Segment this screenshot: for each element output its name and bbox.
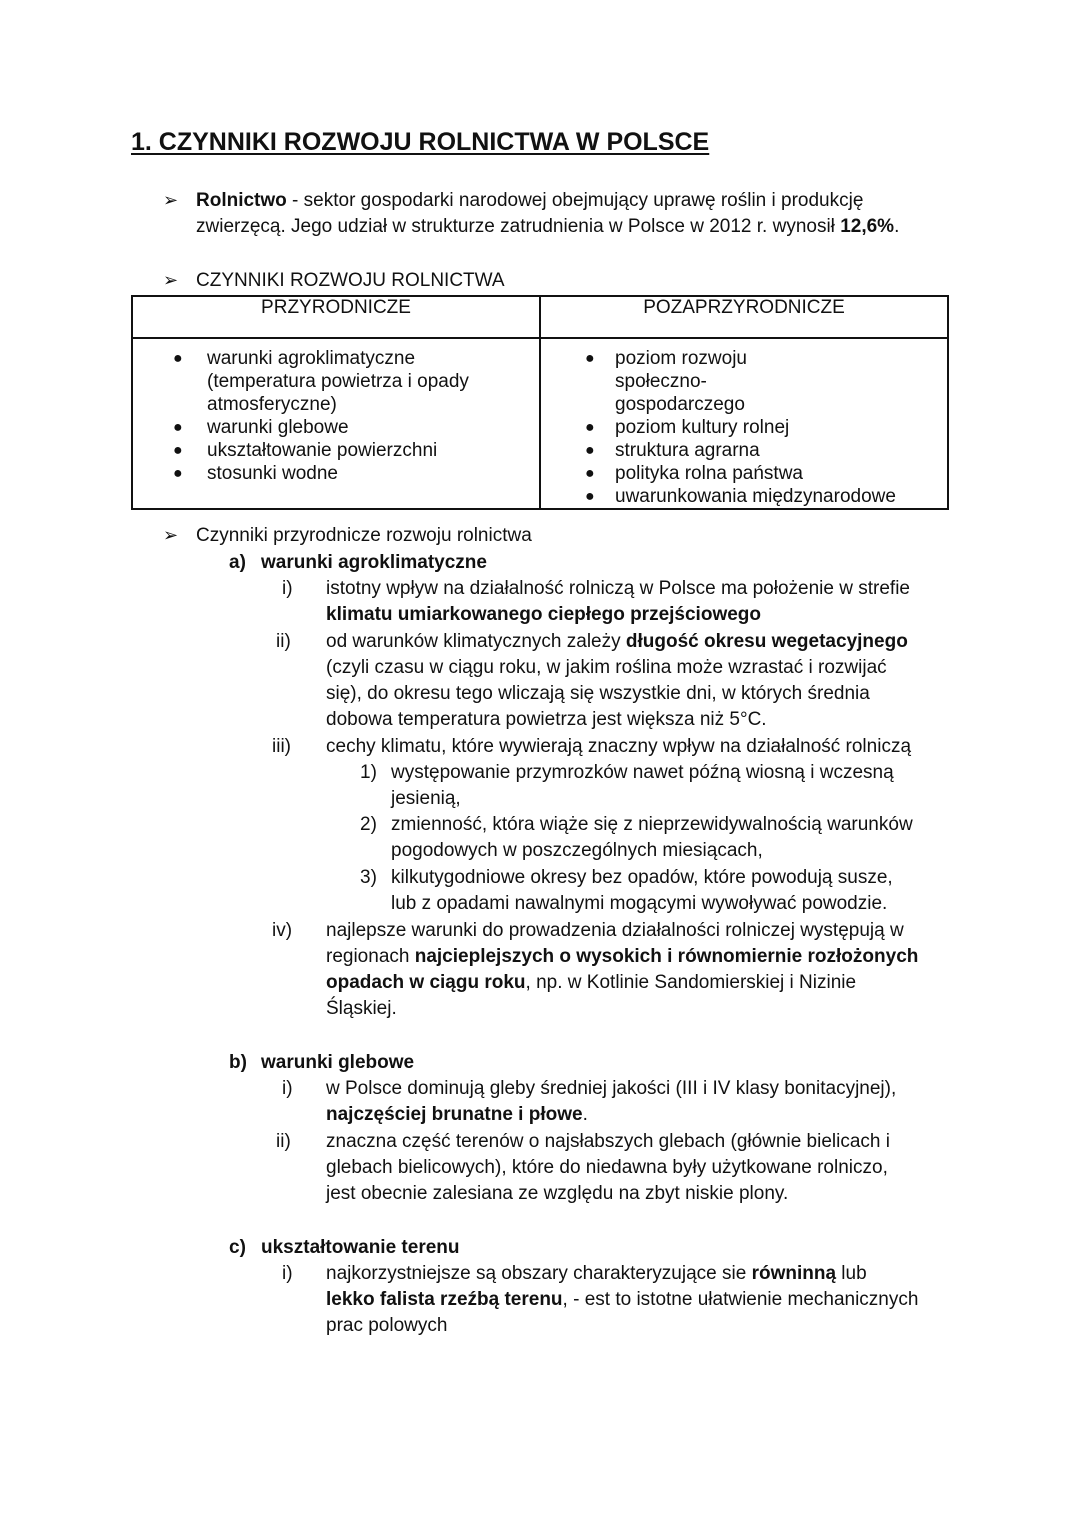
table-body-row bbox=[132, 338, 948, 509]
text: najkorzystniejsze są obszary charakteryzujące sie bbox=[326, 1263, 752, 1284]
list-item bbox=[133, 416, 539, 439]
list-item bbox=[133, 347, 499, 416]
b-ii-line-2: glebach bielicowych), które do niedawna były użytkowane rolniczo, bbox=[326, 1157, 888, 1178]
a-ii-line-1 bbox=[326, 629, 908, 655]
bold-text: lekko falista rzeźbą terenu bbox=[326, 1289, 563, 1310]
item-label: i) bbox=[282, 1078, 293, 1099]
bullet-dot-icon: ● bbox=[173, 419, 183, 436]
list-item-text: warunki agroklimatyczne (temperatura powietrza i opady atmosferyczne) bbox=[207, 348, 469, 415]
a-iii-1-line-2: jesienią, bbox=[391, 788, 461, 809]
a-iii-3-line-2: lub z opadami nawalnymi mogącymi wywoływać powodzie. bbox=[391, 893, 888, 914]
section-a-title: warunki agroklimatyczne bbox=[261, 552, 487, 573]
header-non-natural: POZAPRZYRODNICZE bbox=[540, 296, 948, 338]
text: od warunków klimatycznych zależy bbox=[326, 631, 626, 652]
item-label: iv) bbox=[272, 920, 293, 941]
a-iii-2-line-1: zmienność, która wiąże się z nieprzewidywalnością warunków bbox=[391, 814, 913, 835]
non-natural-factors-list bbox=[541, 347, 947, 508]
list-item-text: uwarunkowania międzynarodowe bbox=[615, 486, 896, 507]
intro-line-1 bbox=[196, 188, 863, 214]
non-natural-factors-cell bbox=[540, 338, 948, 509]
list-item-text: poziom rozwoju społeczno-gospodarczego bbox=[615, 348, 747, 415]
arrow-bullet-icon: ➢ bbox=[163, 525, 179, 545]
b-ii-line-1: znaczna część terenów o najsłabszych glebach (głównie bielicach i bbox=[326, 1131, 890, 1152]
list-item-text: ukształtowanie powierzchni bbox=[207, 440, 438, 461]
page-title: 1. CZYNNIKI ROZWOJU ROLNICTWA W POLSCE bbox=[131, 128, 710, 156]
bold-text: najcieplejszych o wysokich i równomiernie rozłożonych bbox=[414, 946, 919, 967]
intro-definition: - sektor gospodarki narodowej obejmujący uprawę roślin i produkcję bbox=[286, 190, 864, 211]
list-item bbox=[541, 462, 947, 485]
bullet-dot-icon: ● bbox=[173, 465, 183, 482]
item-label: 2) bbox=[360, 814, 377, 835]
factors-heading: CZYNNIKI ROZWOJU ROLNICTWA bbox=[196, 270, 505, 291]
bold-text: długość okresu wegetacyjnego bbox=[625, 631, 908, 652]
section-c-label: c) bbox=[229, 1237, 246, 1258]
bullet-dot-icon: ● bbox=[585, 488, 595, 505]
list-item bbox=[541, 485, 947, 508]
a-iv-line-1: najlepsze warunki do prowadzenia działalności rolniczej występują w bbox=[326, 920, 904, 941]
section-b-title: warunki glebowe bbox=[261, 1052, 415, 1073]
text: regionach bbox=[326, 946, 415, 967]
item-label: ii) bbox=[276, 631, 291, 652]
b-ii-line-3: jest obecnie zalesiana ze względu na zbyt niskie plony. bbox=[326, 1183, 789, 1204]
arrow-bullet-icon: ➢ bbox=[163, 270, 179, 290]
list-item bbox=[541, 347, 817, 416]
bullet-dot-icon: ● bbox=[585, 442, 595, 459]
list-item bbox=[133, 462, 539, 485]
c-i-line-1 bbox=[326, 1261, 867, 1287]
a-iv-line-2 bbox=[326, 944, 918, 970]
header-natural: PRZYRODNICZE bbox=[132, 296, 540, 338]
item-label: i) bbox=[282, 578, 293, 599]
text: lub bbox=[836, 1263, 867, 1284]
list-item bbox=[541, 416, 947, 439]
a-iv-line-4: Śląskiej. bbox=[326, 998, 397, 1019]
intro-line-2 bbox=[196, 214, 899, 240]
intro-term: Rolnictwo bbox=[196, 190, 287, 211]
section-a-label: a) bbox=[229, 552, 246, 573]
list-item bbox=[541, 439, 947, 462]
factors-table bbox=[131, 295, 949, 510]
bold-text: równinną bbox=[751, 1263, 837, 1284]
bullet-dot-icon: ● bbox=[173, 350, 183, 367]
b-i-line-2 bbox=[326, 1102, 588, 1128]
list-item-text: polityka rolna państwa bbox=[615, 463, 803, 484]
text: . bbox=[582, 1104, 588, 1125]
list-item-text: struktura agrarna bbox=[615, 440, 760, 461]
bullet-dot-icon: ● bbox=[585, 419, 595, 436]
natural-factors-list bbox=[133, 347, 539, 485]
section-b-label: b) bbox=[229, 1052, 247, 1073]
c-i-line-3: prac polowych bbox=[326, 1315, 448, 1336]
a-iii-1-line-1: występowanie przymrozków nawet późną wiosną i wczesną bbox=[391, 762, 894, 783]
bullet-dot-icon: ● bbox=[585, 465, 595, 482]
bold-text: opadach w ciągu roku bbox=[326, 972, 526, 993]
a-iii-2-line-2: pogodowych w poszczególnych miesiącach, bbox=[391, 840, 763, 861]
table-header-row bbox=[132, 296, 948, 338]
a-ii-line-2: (czyli czasu w ciągu roku, w jakim roślina może wzrastać i rozwijać bbox=[326, 657, 887, 678]
a-iv-line-3 bbox=[326, 970, 856, 996]
list-item bbox=[133, 439, 539, 462]
natural-factors-heading: Czynniki przyrodnicze rozwoju rolnictwa bbox=[196, 525, 532, 546]
item-label: i) bbox=[282, 1263, 293, 1284]
section-c-title: ukształtowanie terenu bbox=[261, 1237, 460, 1258]
item-label: 1) bbox=[360, 762, 377, 783]
list-item-text: poziom kultury rolnej bbox=[615, 417, 790, 438]
list-item-text: stosunki wodne bbox=[207, 463, 338, 484]
bullet-dot-icon: ● bbox=[173, 442, 183, 459]
item-label: 3) bbox=[360, 867, 377, 888]
a-iii-line-1: cechy klimatu, które wywierają znaczny wpływ na działalność rolniczą bbox=[326, 736, 912, 757]
a-ii-line-3: się), do okresu tego wliczają się wszystkie dni, w których średnia bbox=[326, 683, 870, 704]
a-ii-line-4: dobowa temperatura powietrza jest większa niż 5°C. bbox=[326, 709, 767, 730]
a-i-line-1: istotny wpływ na działalność rolniczą w Polsce ma położenie w strefie bbox=[326, 578, 910, 599]
a-i-line-2: klimatu umiarkowanego ciepłego przejściowego bbox=[326, 604, 761, 625]
intro-text: zwierzęcą. Jego udział w strukturze zatrudnienia w Polsce w 2012 r. wynosił bbox=[196, 216, 841, 237]
item-label: iii) bbox=[272, 736, 291, 757]
a-iii-3-line-1: kilkutygodniowe okresy bez opadów, które powodują susze, bbox=[391, 867, 893, 888]
arrow-bullet-icon: ➢ bbox=[163, 190, 179, 210]
bullet-dot-icon: ● bbox=[585, 350, 595, 367]
list-item-text: warunki glebowe bbox=[207, 417, 349, 438]
text: , np. w Kotlinie Sandomierskiej i Nizinie bbox=[525, 972, 857, 993]
item-label: ii) bbox=[276, 1131, 291, 1152]
text: , - est to istotne ułatwienie mechanicznych bbox=[562, 1289, 919, 1310]
bold-text: najczęściej brunatne i płowe bbox=[326, 1104, 583, 1125]
natural-factors-cell bbox=[132, 338, 540, 509]
b-i-line-1: w Polsce dominują gleby średniej jakości (III i IV klasy bonitacyjnej), bbox=[326, 1078, 897, 1099]
employment-percent: 12,6% bbox=[840, 216, 895, 237]
intro-period: . bbox=[894, 216, 900, 237]
c-i-line-2 bbox=[326, 1287, 918, 1313]
